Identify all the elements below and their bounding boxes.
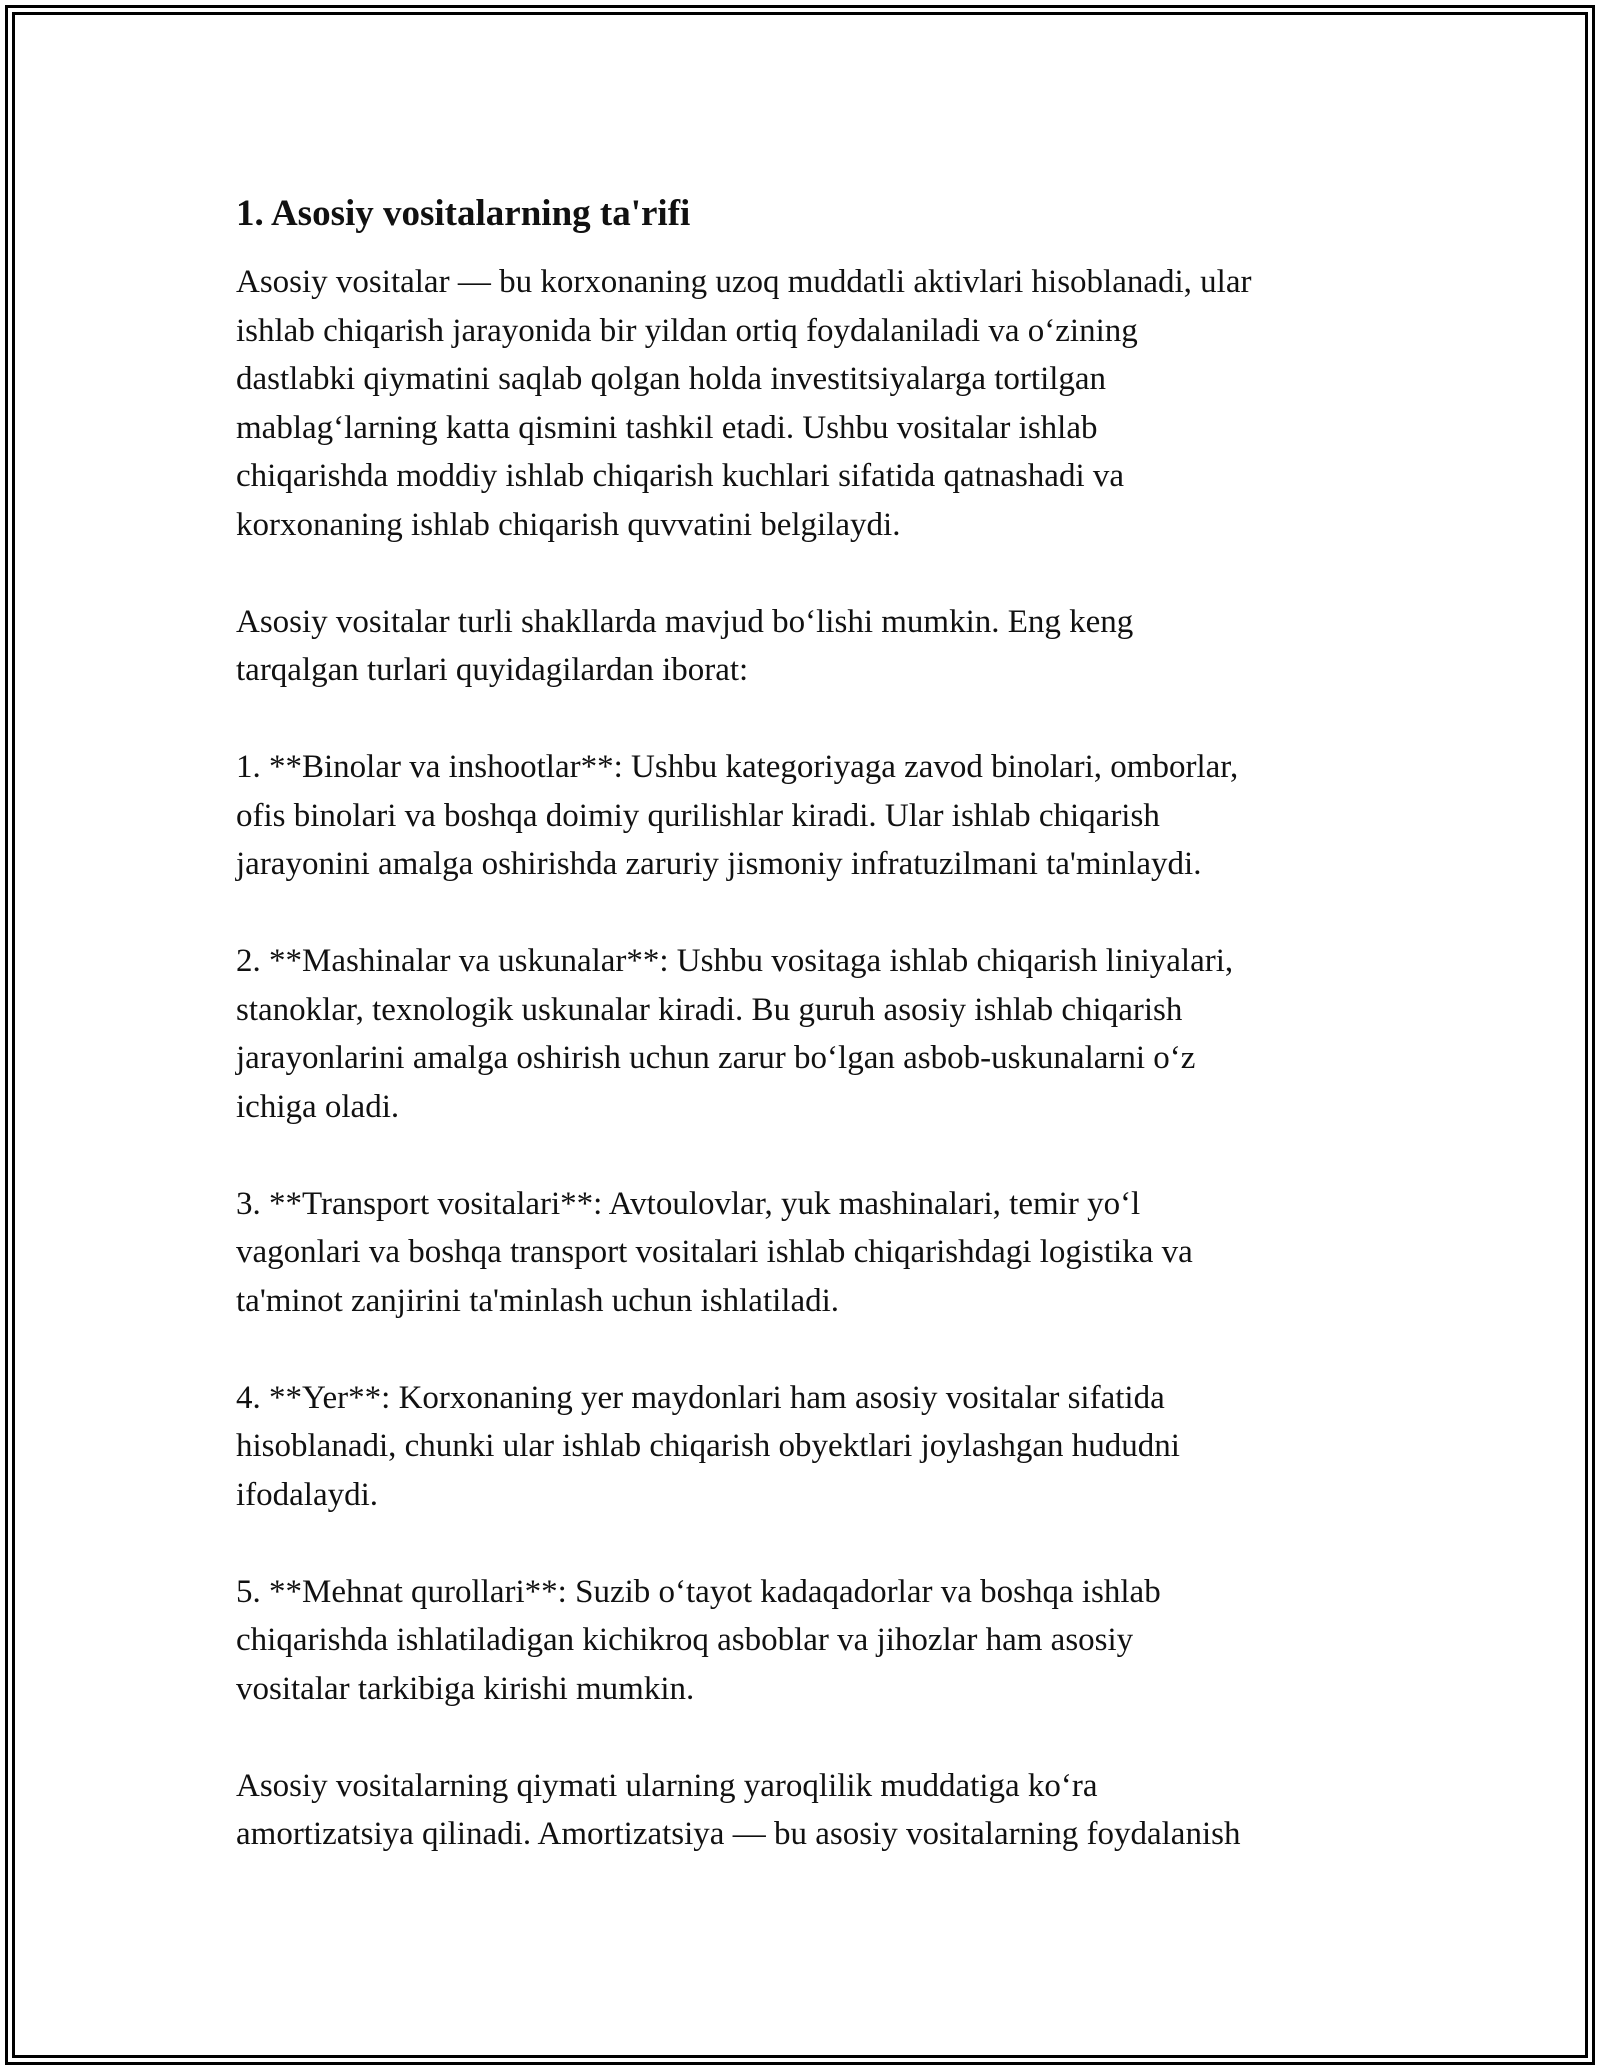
paragraph-amortization [236,1762,1386,1859]
spacer [236,1713,1386,1762]
document-title: 1. Asosiy vositalarning ta'rifi [236,193,691,234]
text-line: 3. **Transport vositalari**: Avtoulovlar, yuk mashinalari, temir yo‘l [236,1185,1141,1222]
paragraph-definition [236,258,1386,549]
text-line: 1. **Binolar va inshootlar**: Ushbu kategoriyaga zavod binolari, omborlar, [236,749,1239,785]
list-item-tools [236,1568,1386,1714]
text-line: ichiga oladi. [236,1088,400,1125]
spacer [236,1519,1386,1568]
spacer [236,889,1386,938]
spacer [236,549,1386,598]
text-line: dastlabki qiymatini saqlab qolgan holda investitsiyalarga tortilgan [236,361,1107,397]
text-line: Asosiy vositalar turli shakllarda mavjud bo‘lishi mumkin. Eng keng [236,603,1134,640]
text-line: jarayonlarini amalga oshirish uchun zarur bo‘lgan asbob-uskunalarni o‘z [236,1040,1196,1076]
text-line: ifodalaydi. [236,1476,379,1513]
text-line: 5. **Mehnat qurollari**: Suzib o‘tayot kadaqadorlar va boshqa ishlab [236,1573,1161,1610]
text-line: hisoblanadi, chunki ular ishlab chiqarish obyektlari joylashgan hududni [236,1428,1180,1464]
text-line: Asosiy vositalarning qiymati ularning yaroqlilik muddatiga ko‘ra [236,1767,1098,1804]
text-line: ishlab chiqarish jarayonida bir yildan ortiq foydalaniladi va o‘zining [236,312,1138,349]
text-line: vositalar tarkibiga kirishi mumkin. [236,1670,695,1707]
text-line: ofis binolari va boshqa doimiy qurilishlar kiradi. Ular ishlab chiqarish [236,797,1160,834]
text-line: jarayonini amalga oshirishda zaruriy jismoniy infratuzilmani ta'minlaydi. [236,846,1202,882]
text-line: Asosiy vositalar — bu korxonaning uzoq muddatli aktivlari hisoblanadi, ular [236,264,1252,300]
text-line: stanoklar, texnologik uskunalar kiradi. Bu guruh asosiy ishlab chiqarish [236,991,1183,1028]
text-line: tarqalgan turlari quyidagilardan iborat: [236,652,749,688]
text-line: ta'minot zanjirini ta'minlash uchun ishlatiladi. [236,1282,840,1319]
text-line: chiqarishda ishlatiladigan kichikroq asboblar va jihozlar ham asosiy [236,1622,1134,1658]
list-item-transport [236,1180,1386,1326]
list-item-machinery [236,937,1386,1131]
text-line: 4. **Yer**: Korxonaning yer maydonlari ham asosiy vositalar sifatida [236,1379,1165,1416]
paragraph-intro-types [236,598,1386,695]
spacer [236,1131,1386,1180]
spacer [236,1325,1386,1374]
spacer [236,695,1386,744]
spacer [236,245,1386,258]
text-line: chiqarishda moddiy ishlab chiqarish kuchlari sifatida qatnashadi va [236,458,1125,494]
text-line: korxonaning ishlab chiqarish quvvatini belgilaydi. [236,506,901,543]
list-item-buildings [236,743,1386,889]
text-line: amortizatsiya qilinadi. Amortizatsiya — bu asosiy vositalarning foydalanish [236,1816,1241,1852]
text-line: mablag‘larning katta qismini tashkil etadi. Ushbu vositalar ishlab [236,409,1098,446]
list-item-land [236,1374,1386,1520]
text-line: vagonlari va boshqa transport vositalari ishlab chiqarishdagi logistika va [236,1234,1193,1270]
text-line: 2. **Mashinalar va uskunalar**: Ushbu vositaga ishlab chiqarish liniyalari, [236,943,1234,979]
document-body [236,183,1386,1859]
